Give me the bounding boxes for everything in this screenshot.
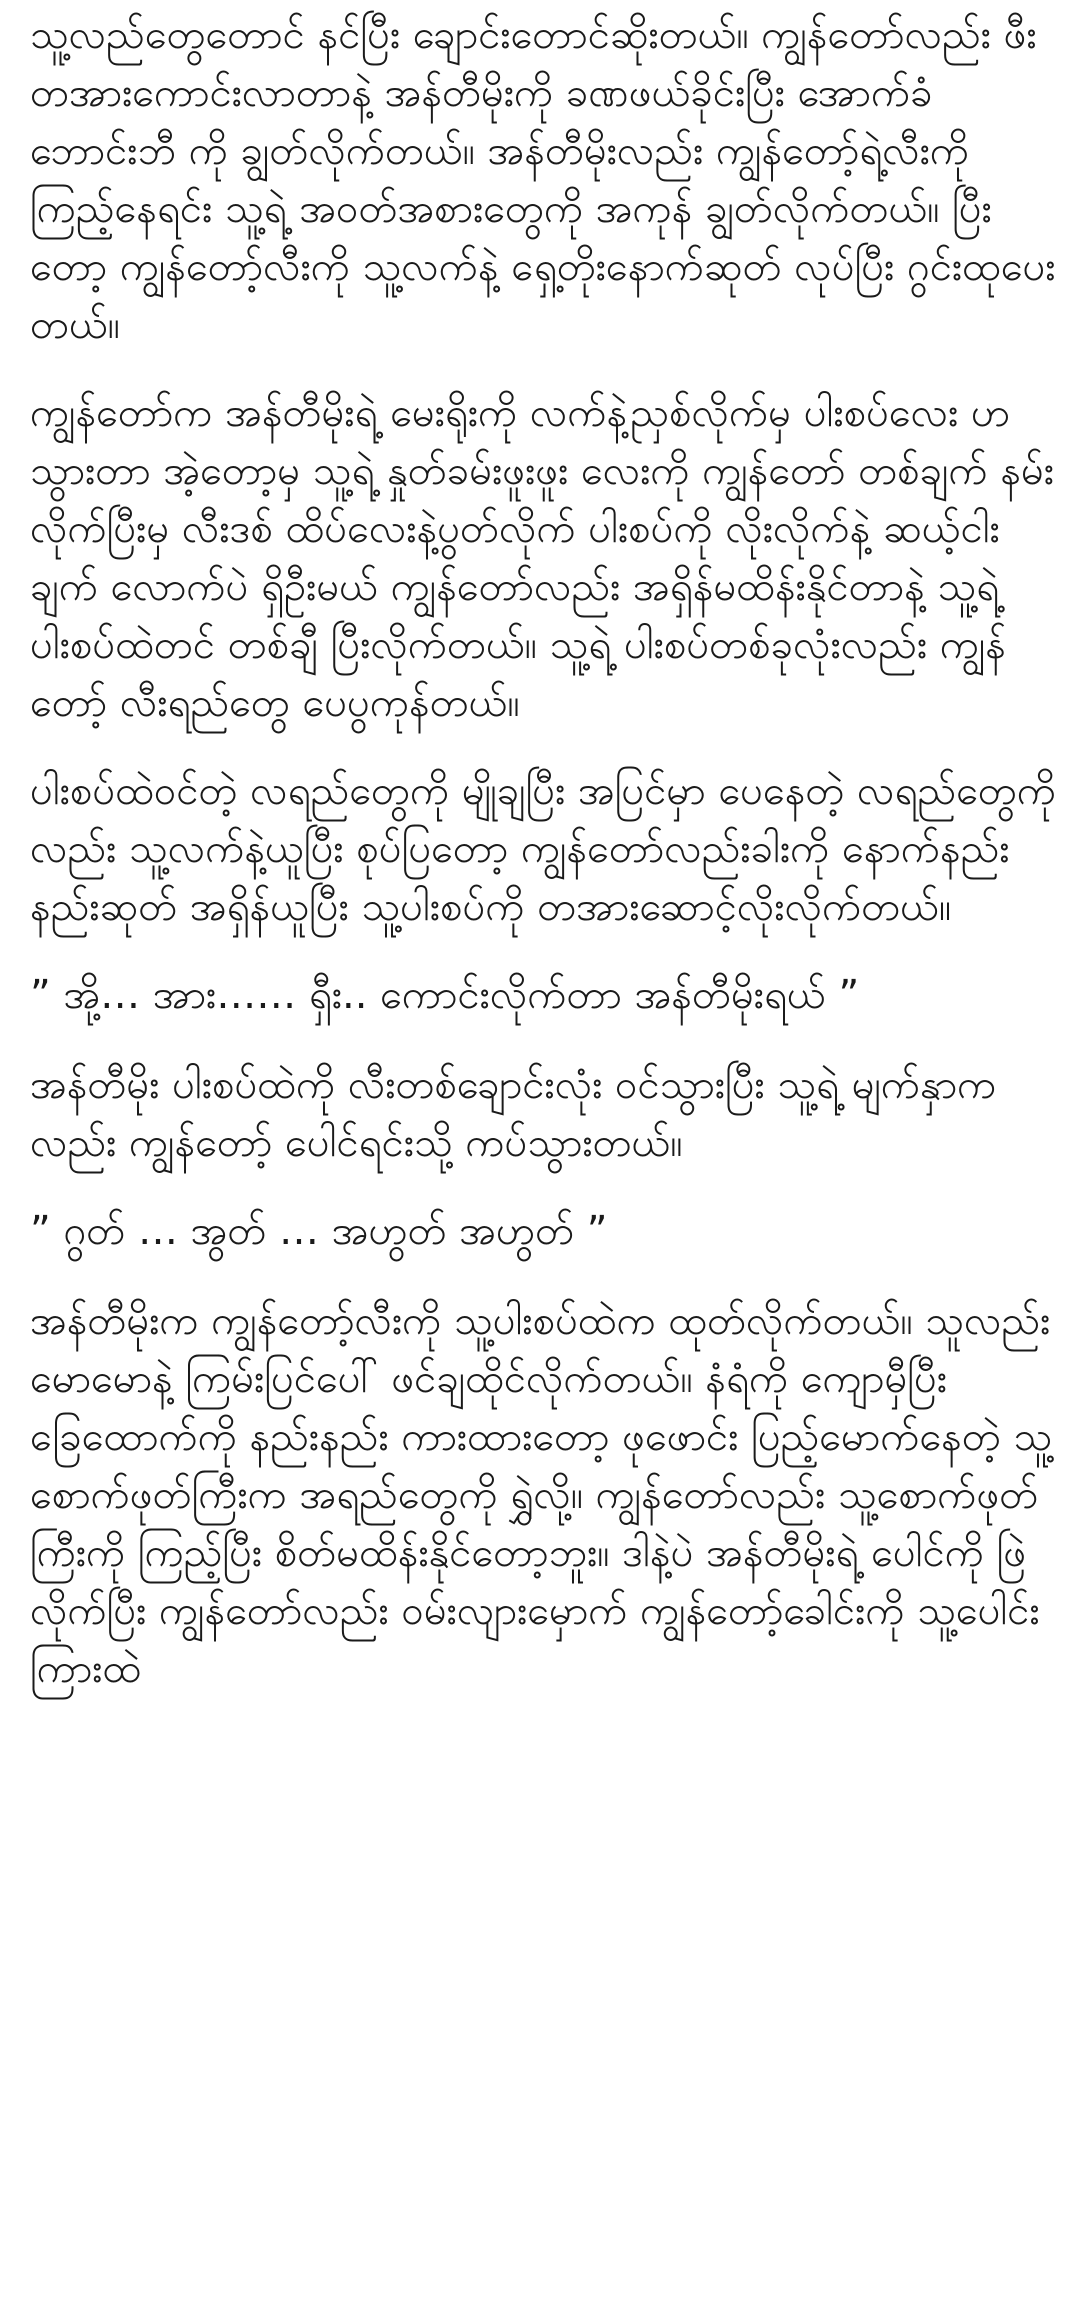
paragraph-2: ကျွန်တော်က အန်တီမိုးရဲ့ မေးရိုးကို လက်နဲ့ညှစ်လိုက်မှ ပါးစပ်လေး ဟသွားတာ အဲ့တော့မှ သူ့ရဲ့ နှုတ်ခမ်းဖူးဖူး လေးကို ကျွန်တော် တစ်ချက် နမ်းလိုက်ပြီးမှ လီးဒစ် ထိပ်လေးနဲ့ပွတ်လိုက် ပါးစပ်ကို လိုးလိုက်နဲ့ ဆယ့်ငါးချက် လောက်ပဲ ရှိဦးမယ် ကျွန်တော်လည်း အရှိန်မထိန်းနိုင်တာနဲ့ သူ့ရဲ့ ပါးစပ်ထဲတင် တစ်ချီ ပြီးလိုက်တယ်။ သူ့ရဲ့ ပါးစပ်တစ်ခုလုံးလည်း ကျွန်တော့် လီးရည်တွေ ပေပွကုန်တယ်။ bbox=[30, 390, 1055, 726]
quote-dialogue-1: ” အို့… အား…… ရှီး.. ကောင်းလိုက်တာ အန်တီမိုးရယ် ” bbox=[30, 972, 860, 1018]
paragraph-5: အန်တီမိုးက ကျွန်တော့်လီးကို သူ့ပါးစပ်ထဲက ထုတ်လိုက်တယ်။ သူလည်း မောမောနဲ့ ကြမ်းပြင်ပေါ် ဖင်ချထိုင်လိုက်တယ်။ နံရံကို ကျောမှီပြီး ခြေထောက်ကို နည်းနည်း ကားထားတော့ ဖုဖောင်း ပြည့်မောက်နေတဲ့ သူ့စောက်ဖုတ်ကြီးက အရည်တွေကို ရွှဲလို့။ ကျွန်တော်လည်း သူ့စောက်ဖုတ်ကြီးကို ကြည့်ပြီး စိတ်မထိန်းနိုင်တော့ဘူး။ ဒါနဲ့ပဲ အန်တီမိုးရဲ့ ပေါင်ကို ဖြဲလိုက်ပြီး ကျွန်တော်လည်း ဝမ်းလျားမှောက် ကျွန်တော့်ခေါင်းကို သူ့ပေါင်းကြားထဲ bbox=[30, 1298, 1053, 1692]
paragraph-4: အန်တီမိုး ပါးစပ်ထဲကို လီးတစ်ချောင်းလုံး ဝင်သွားပြီး သူ့ရဲ့ မျက်နှာကလည်း ကျွန်တော့် ပေါင်ရင်းသို့ ကပ်သွားတယ်။ bbox=[30, 1062, 997, 1166]
paragraph-1: သူ့လည်တွေတောင် နင်ပြီး ချောင်းတောင်ဆိုးတယ်။ ကျွန်တော်လည်း ဖီးတအားကောင်းလာတာနဲ့ အန်တီမိုးကို ခဏဖယ်ခိုင်းပြီး အောက်ခံဘောင်းဘီ ကို ချွတ်လိုက်တယ်။ အန်တီမိုးလည်း ကျွန်တော့်ရဲ့လီးကို ကြည့်နေရင်း သူ့ရဲ့ အဝတ်အစားတွေကို အကုန် ချွတ်လိုက်တယ်။ ပြီးတော့ ကျွန်တော့်လီးကို သူ့လက်နဲ့ ရှေ့တိုးနောက်ဆုတ် လုပ်ပြီး ဂွင်းထုပေးတယ်။ bbox=[30, 12, 1056, 348]
quote-dialogue-2: ” ဂွတ် … အွတ် … အဟွတ် အဟွတ် ” bbox=[30, 1208, 608, 1254]
paragraph-3: ပါးစပ်ထဲဝင်တဲ့ လရည်တွေကို မျိုချပြီး အပြင်မှာ ပေနေတဲ့ လရည်တွေကိုလည်း သူ့လက်နဲ့ယူပြီး စုပ်ပြတော့ ကျွန်တော်လည်းခါးကို နောက်နည်းနည်းဆုတ် အရှိန်ယူပြီး သူ့ပါးစပ်ကို တအားဆောင့်လိုးလိုက်တယ်။ bbox=[30, 768, 1056, 930]
